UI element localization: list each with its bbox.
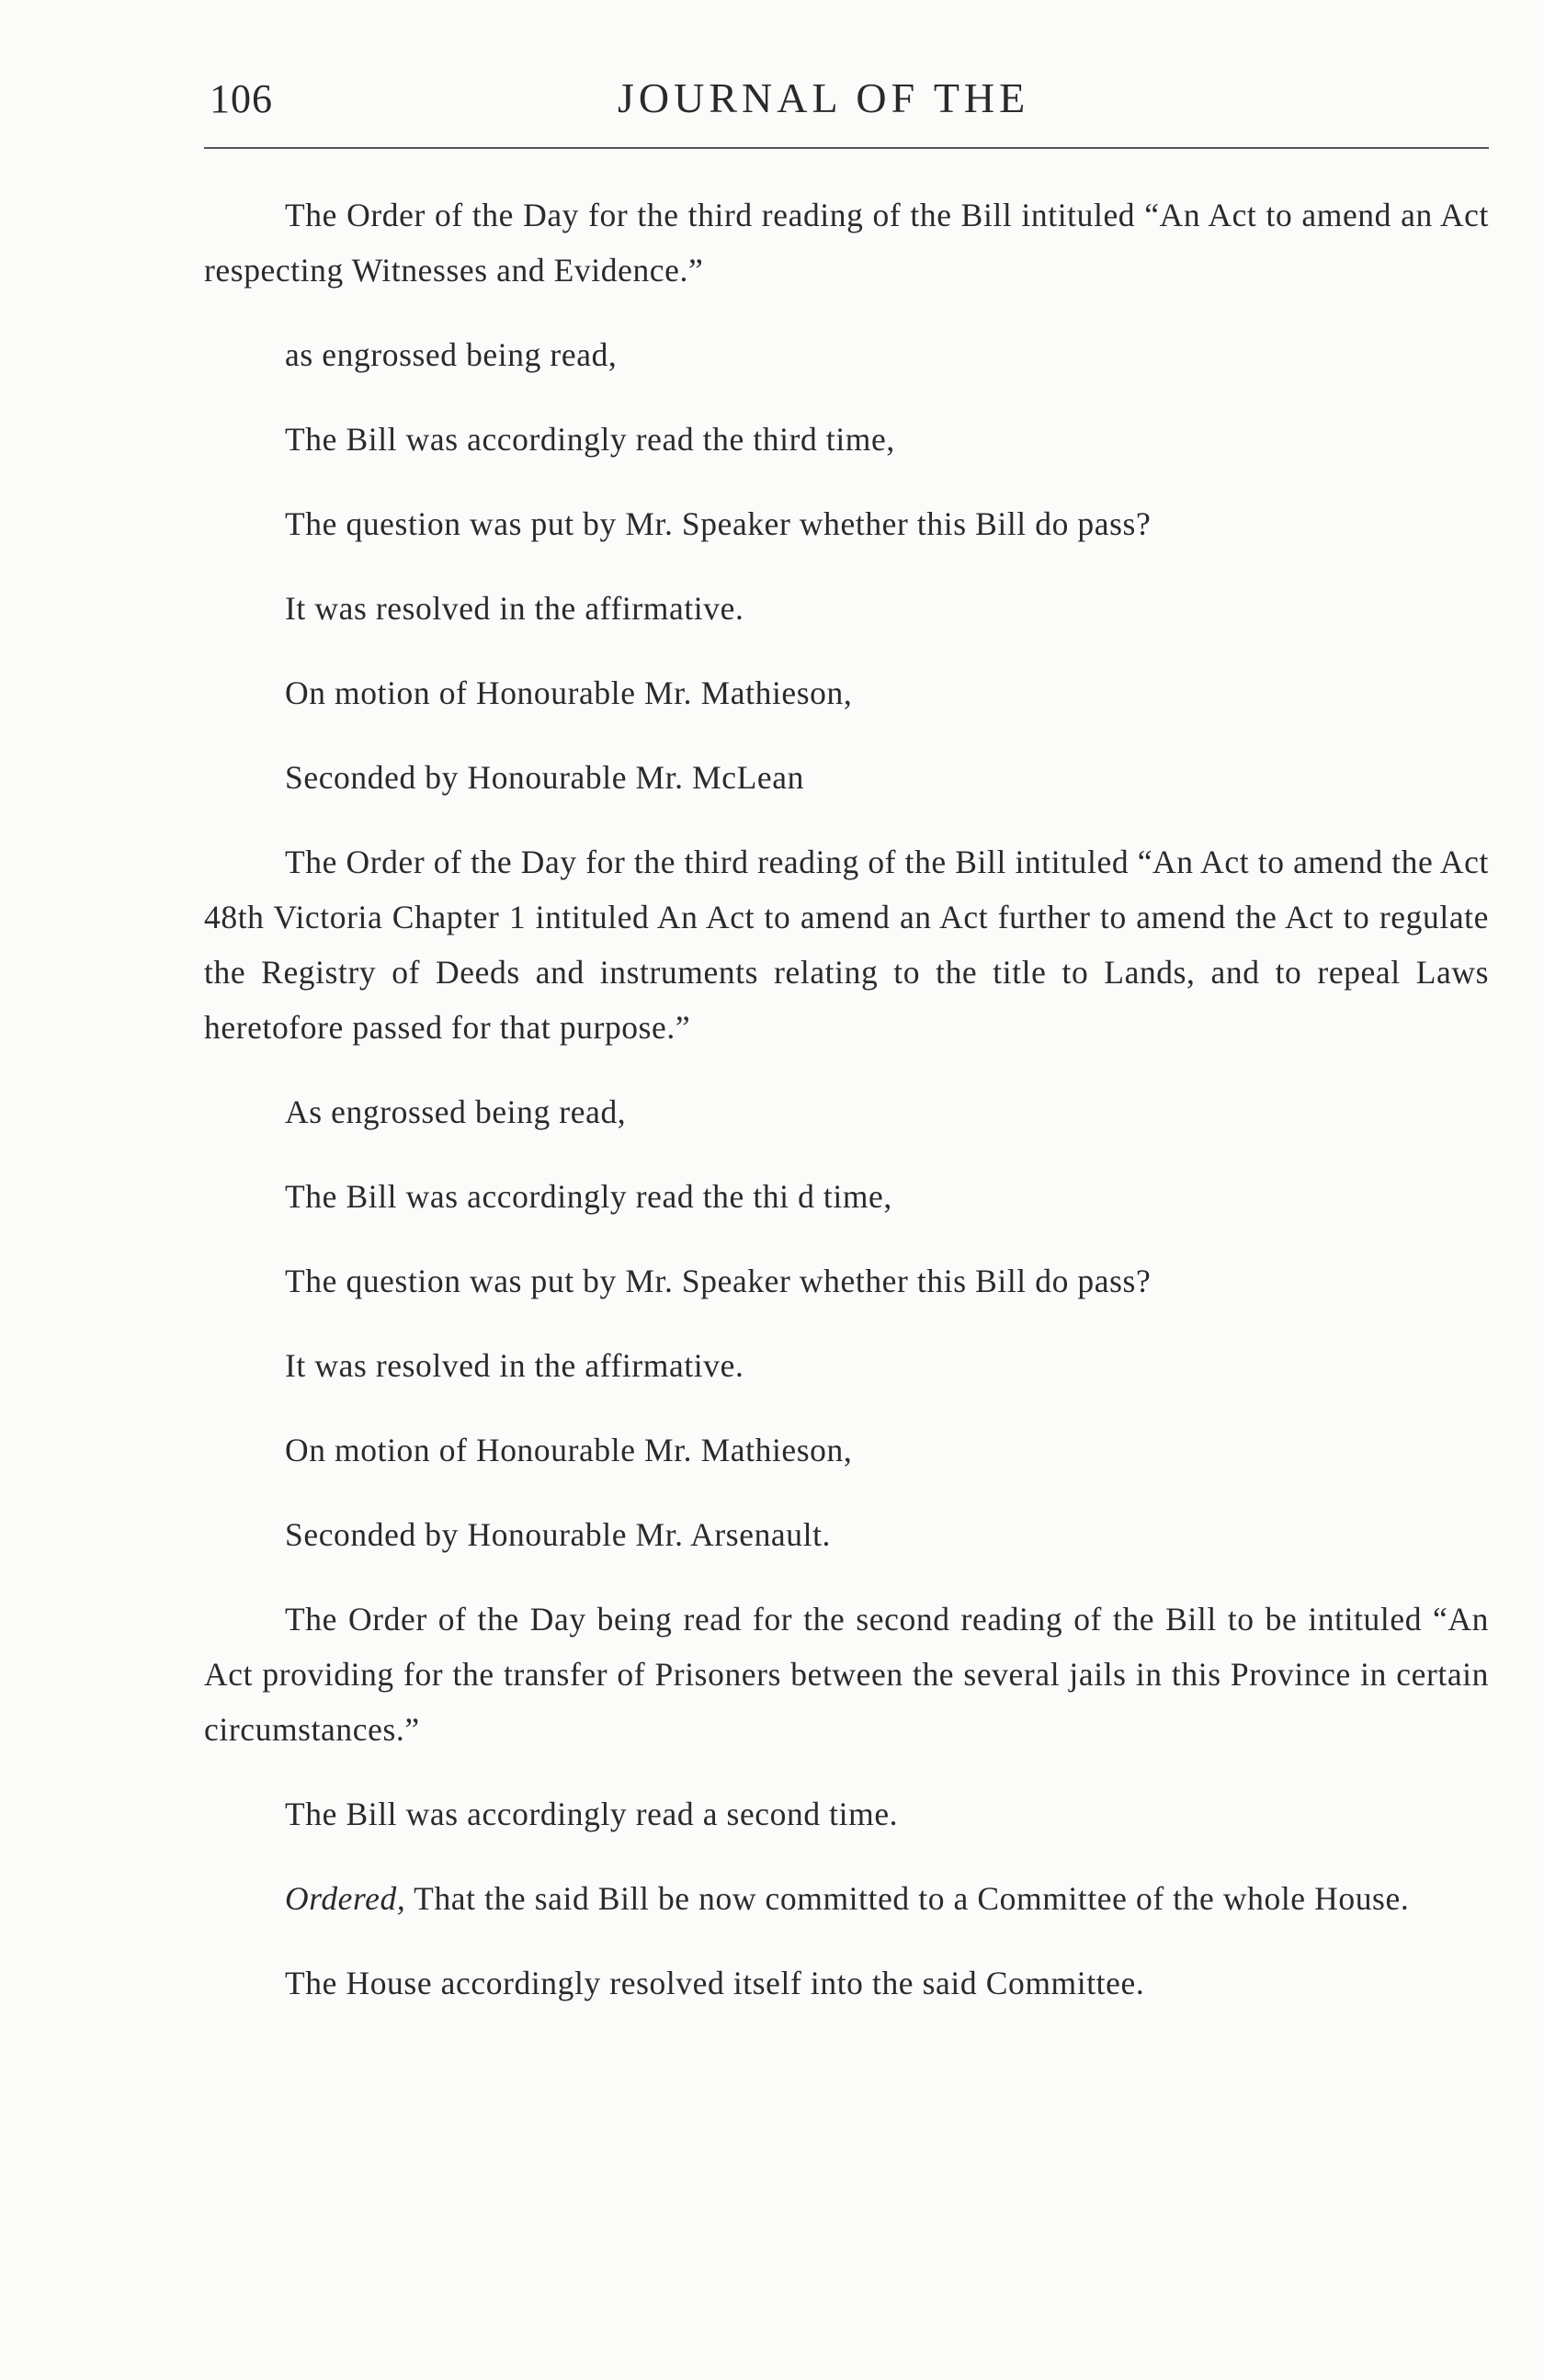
paragraph: As engrossed being read, [285,1094,627,1130]
paragraph: It was resolved in the affirmative. [285,590,744,627]
paragraph: Seconded by Honourable Mr. McLean [285,759,804,796]
paragraph: Seconded by Honourable Mr. Arsenault. [285,1516,832,1553]
paragraph: The question was put by Mr. Speaker whether this Bill do pass? [285,505,1152,542]
paragraph: as engrossed being read, [285,336,618,373]
paragraph: The Order of the Day being read for the second reading of the Bill to be intituled “An Act providing for the transfer of Prisoners between the several jails in this Province in certain circumstances.” [204,1601,1489,1748]
paragraph: The Order of the Day for the third reading of the Bill intituled “An Act to amend the Act 48th Victoria Chapter 1 intituled An Act to amend an Act further to amend the Act to regulate the Registry of Deeds and instruments relating to the title to Lands, and to repeal Laws heretofore passed for that purpose.” [204,844,1489,1046]
paragraph: It was resolved in the affirmative. [285,1347,744,1384]
journal-body [204,187,1489,2040]
paragraph: The Bill was accordingly read a second time. [285,1796,899,1832]
ordered-text: That the said Bill be now committed to a Committee of the whole House. [414,1880,1410,1917]
page-header [204,66,1489,130]
paragraph: The Bill was accordingly read the third time, [285,421,895,458]
header-rule [204,147,1489,149]
paragraph: The Order of the Day for the third reading of the Bill intituled “An Act to amend an Act respecting Witnesses and Evidence.” [204,197,1489,289]
paragraph: On motion of Honourable Mr. Mathieson, [285,1432,853,1468]
page-number: 106 [210,76,273,121]
ordered-paragraph [204,1871,1489,1926]
paragraph: On motion of Honourable Mr. Mathieson, [285,674,853,711]
running-head: JOURNAL OF THE [618,74,1030,121]
paragraph: The House accordingly resolved itself into the said Committee. [285,1965,1145,2001]
paragraph: The question was put by Mr. Speaker whether this Bill do pass? [285,1263,1152,1299]
paragraph: The Bill was accordingly read the thi d time, [285,1178,892,1215]
ordered-label: Ordered, [285,1880,406,1917]
